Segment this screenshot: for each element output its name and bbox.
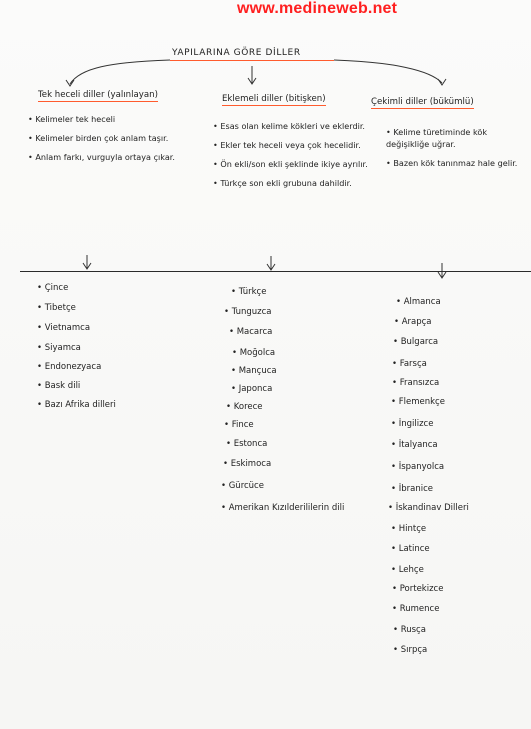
bullet-item: • Ön ekli/son ekli şeklinde ikiye ayrılır. — [213, 158, 398, 170]
language-item: • Amerikan Kızılderililerin dili — [221, 502, 381, 514]
bullets-cekimli — [386, 126, 526, 176]
language-item: • Endonezyaca — [37, 362, 101, 372]
language-item: • Moğolca — [232, 348, 275, 358]
header-tek-heceli — [38, 90, 158, 100]
branch-left — [70, 60, 170, 84]
bullet-item: • Anlam farkı, vurguyla ortaya çıkar. — [28, 151, 198, 163]
arrowhead-left — [66, 80, 74, 86]
language-item: • Latince — [391, 544, 430, 554]
language-item: • Estonca — [226, 439, 267, 449]
header-tek-heceli-label: Tek heceli diller (yalınlayan) — [38, 90, 158, 100]
bullets-eklemeli — [213, 120, 398, 196]
language-item: • Almanca — [396, 297, 441, 307]
language-item: • Çince — [37, 283, 68, 293]
bullet-item: • Bazen kök tanınmaz hale gelir. — [386, 157, 526, 169]
language-item: • Flemenkçe — [391, 397, 445, 407]
language-item: • Farsça — [392, 359, 427, 369]
arrow-down-mid — [267, 256, 275, 270]
section-divider — [20, 271, 531, 272]
header-eklemeli — [222, 94, 326, 104]
bullets-tek-heceli — [28, 113, 198, 170]
bullet-item: • Esas olan kelime kökleri ve eklerdir. — [213, 120, 398, 132]
language-item: • Fince — [224, 420, 254, 430]
language-item: • Rumence — [392, 604, 439, 614]
language-item: • Lehçe — [391, 565, 424, 575]
bullet-item: • Kelimeler birden çok anlam taşır. — [28, 132, 198, 144]
bullet-item: • Ekler tek heceli veya çok hecelidir. — [213, 139, 398, 151]
language-item: • İbranice — [391, 484, 433, 494]
language-item: • Tibetçe — [37, 303, 76, 313]
language-item: • Bask dili — [37, 381, 80, 391]
language-item: • Sırpça — [393, 645, 427, 655]
arrow-center — [248, 66, 256, 84]
header-cekimli — [371, 97, 474, 107]
language-item: • Bazı Afrika dilleri — [37, 400, 116, 410]
arrowhead-right — [438, 79, 446, 85]
language-item: • Macarca — [229, 327, 272, 337]
language-item: • Türkçe — [231, 287, 266, 297]
bullet-item: • Kelime türetiminde kök değişikliğe uğrar. — [386, 126, 526, 150]
language-item: • Rusça — [393, 625, 426, 635]
language-item: • Arapça — [394, 317, 432, 327]
language-item: • Japonca — [231, 384, 272, 394]
language-item: • İspanyolca — [391, 462, 444, 472]
page-title: YAPILARINA GÖRE DİLLER — [172, 48, 301, 58]
header-cekimli-label: Çekimli diller (bükümlü) — [371, 97, 474, 107]
branch-right — [334, 60, 442, 83]
language-item: • İngilizce — [391, 419, 433, 429]
language-item: • Bulgarca — [393, 337, 438, 347]
language-item: • Fransızca — [392, 378, 439, 388]
arrow-down-left — [83, 255, 91, 269]
language-item: • Mançuca — [231, 366, 277, 376]
language-item: • Tunguzca — [224, 307, 272, 317]
language-item: • İtalyanca — [391, 440, 438, 450]
language-item: • Vietnamca — [37, 323, 90, 333]
language-item: • Portekizce — [392, 584, 443, 594]
language-item: • Gürcüce — [221, 481, 264, 491]
site-watermark: www.medineweb.net — [237, 0, 398, 17]
header-eklemeli-label: Eklemeli diller (bitişken) — [222, 94, 326, 104]
language-item: • İskandinav Dilleri — [388, 503, 469, 513]
language-item: • Hintçe — [391, 524, 426, 534]
language-item: • Korece — [226, 402, 263, 412]
language-item: • Siyamca — [37, 343, 81, 353]
bullet-item: • Kelimeler tek heceli — [28, 113, 198, 125]
language-item: • Eskimoca — [223, 459, 271, 469]
bullet-item: • Türkçe son ekli grubuna dahildir. — [213, 177, 398, 189]
